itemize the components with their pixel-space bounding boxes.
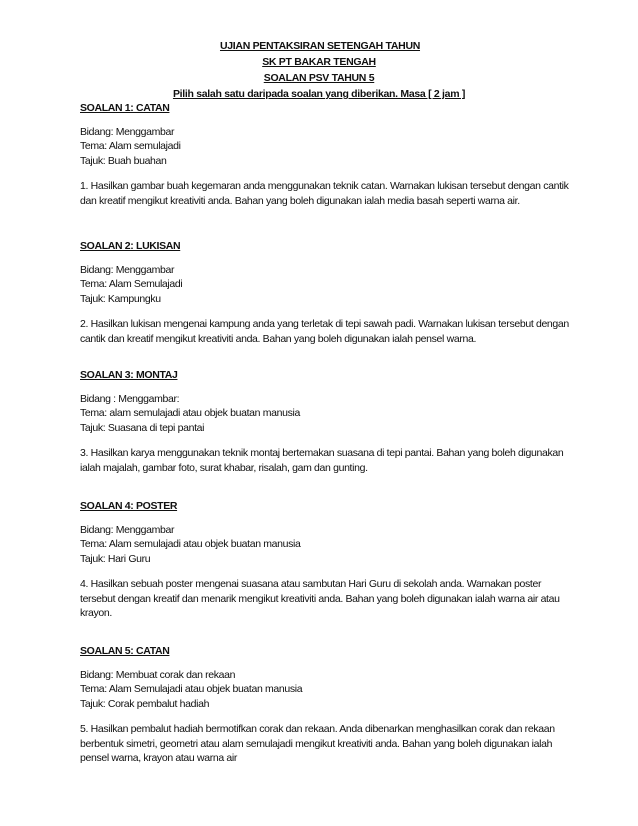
- bidang-line: Bidang: Membuat corak dan rekaan: [80, 668, 236, 681]
- section-title: SOALAN 4: POSTER: [80, 500, 178, 512]
- question-section-5: [80, 644, 570, 766]
- question-text: 2. Hasilkan lukisan mengenai kampung anda yang terletak di tepi sawah padi. Warnakan lukisan tersebut dengan cantik dan kreatif mengikut kreativiti anda. Bahan yang boleh digunakan ialah pensel warna.: [80, 318, 569, 345]
- tema-line: Tema: Alam Semulajadi atau objek buatan manusia: [80, 683, 303, 695]
- instructions: Pilih salah satu daripada soalan yang diberikan. Masa [ 2 jam ]: [172, 88, 466, 100]
- section-meta: [80, 392, 570, 436]
- section-meta: [80, 125, 570, 169]
- subject-title: SOALAN PSV TAHUN 5: [263, 72, 375, 84]
- question-text: 3. Hasilkan karya menggunakan teknik montaj bertemakan suasana di tepi pantai. Bahan yang boleh digunakan ialah majalah, gambar foto, surat khabar, risalah, gam dan gunting.: [80, 447, 564, 474]
- tema-line: Tema: Alam semulajadi atau objek buatan manusia: [80, 538, 301, 550]
- section-title: SOALAN 1: CATAN: [80, 102, 170, 114]
- section-title: SOALAN 3: MONTAJ: [80, 369, 178, 381]
- question-section-2: [80, 239, 570, 346]
- section-meta: [80, 668, 570, 712]
- question-text: 1. Hasilkan gambar buah kegemaran anda menggunakan teknik catan. Warnakan lukisan tersebut dengan cantik dan kreatif mengikut kreativiti anda. Bahan yang boleh digunakan ialah media basah seperti warna air.: [80, 180, 569, 207]
- question-section-3: [80, 368, 570, 475]
- bidang-line: Bidang: Menggambar: [80, 263, 175, 276]
- exam-title: UJIAN PENTAKSIRAN SETENGAH TAHUN: [219, 40, 421, 52]
- tema-line: Tema: Alam semulajadi: [80, 140, 181, 152]
- tajuk-line: Tajuk: Buah buahan: [80, 154, 167, 167]
- tajuk-line: Tajuk: Kampungku: [80, 292, 161, 305]
- bidang-line: Bidang: Menggambar: [80, 523, 175, 536]
- school-name: SK PT BAKAR TENGAH: [262, 56, 376, 68]
- question-section-1: [80, 101, 570, 208]
- section-meta: [80, 263, 570, 307]
- question-text: 4. Hasilkan sebuah poster mengenai suasana atau sambutan Hari Guru di sekolah anda. Warnakan poster tersebut dengan kreatif dan menarik mengikut kreativiti anda. Bahan yang boleh digunakan ialah warna air atau krayon.: [80, 578, 560, 619]
- tajuk-line: Tajuk: Suasana di tepi pantai: [80, 421, 205, 434]
- section-meta: [80, 523, 570, 567]
- bidang-line: Bidang: Menggambar: [80, 125, 175, 138]
- question-section-4: [80, 499, 570, 621]
- exam-header: [0, 38, 638, 102]
- tema-line: Tema: alam semulajadi atau objek buatan manusia: [80, 407, 300, 419]
- tajuk-line: Tajuk: Corak pembalut hadiah: [80, 697, 210, 710]
- section-title: SOALAN 2: LUKISAN: [80, 240, 181, 252]
- tajuk-line: Tajuk: Hari Guru: [80, 552, 151, 565]
- tema-line: Tema: Alam Semulajadi: [80, 278, 183, 290]
- bidang-line: Bidang : Menggambar:: [80, 392, 180, 405]
- question-text: 5. Hasilkan pembalut hadiah bermotifkan corak dan rekaan. Anda dibenarkan menghasilkan corak dan rekaan berbentuk simetri, geometri atau alam semulajadi mengikut kreativiti anda. Bahan yang boleh digunakan ialah pensel warna, krayon atau warna air: [80, 723, 555, 764]
- section-title: SOALAN 5: CATAN: [80, 645, 170, 657]
